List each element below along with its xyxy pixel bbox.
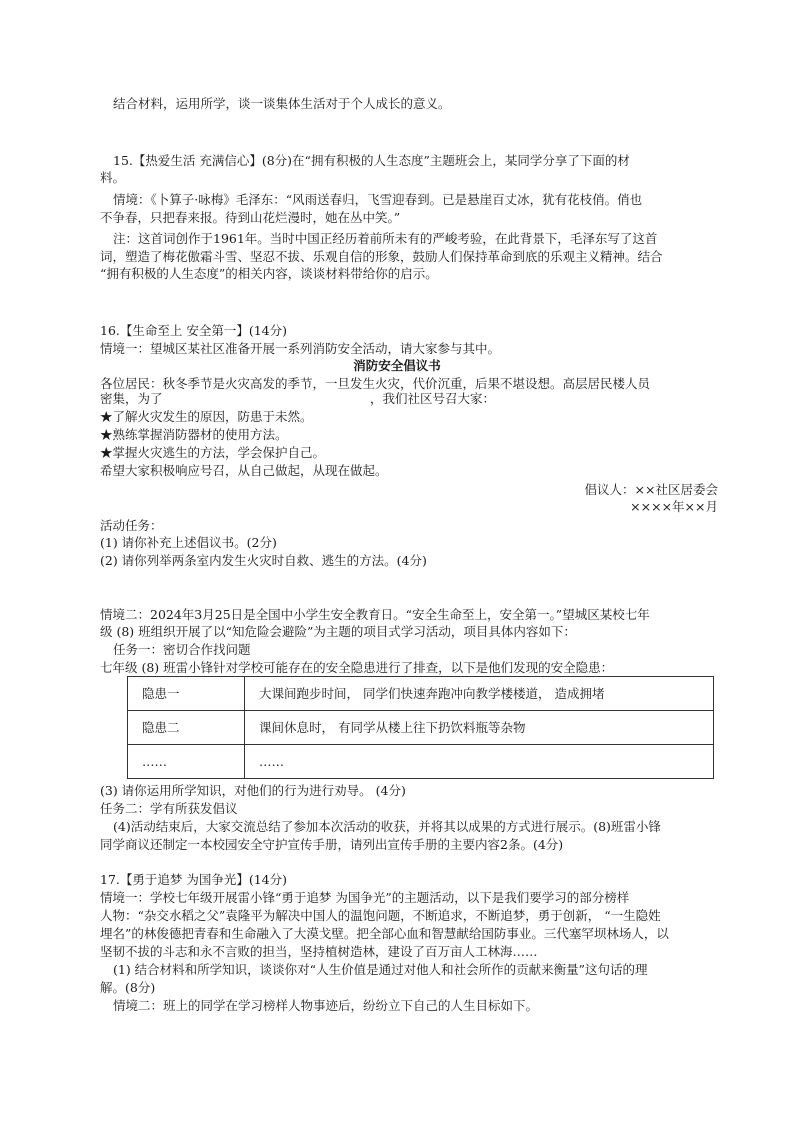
hazard-label: 隐患一 [128,677,245,711]
q17-scenario-1: 坚韧不拔的斗志和永不言败的担当，坚持植树造林，建设了百万亩人工林海…… [100,944,538,959]
q16-title: 16.【生命至上 安全第一】(14分) [100,323,288,338]
q15-scenario: 不争春，只把春来报。待到山花烂漫时，她在丛中笑。” [100,210,401,225]
q15-note: “拥有积极的人生态度”的相关内容，谈谈材料带给你的启示。 [100,266,438,281]
proposal-text: 密集，为了 [100,391,163,406]
activity-tasks-heading: 活动任务： [100,518,163,533]
q15-text: 料。 [100,170,126,185]
hazard-label: …… [128,745,245,779]
hazard-table [127,676,714,779]
hazard-desc: …… [245,745,714,779]
subquestion: (1) 结合材料和所学知识，谈谈你对“人生价值是通过对他人和社会所作的贡献来衡量”这句话的理 [113,962,648,977]
hazard-desc: 大课间跑步时间， 同学们快速奔跑冲向教学楼楼道， 造成拥堵 [245,677,714,711]
table-row [128,711,714,745]
proposal-date: ××××年××月 [630,499,718,514]
proposal-item: ★了解火灾发生的原因，防患于未然。 [100,409,313,424]
q16-scenario-1: 情境一：望城区某社区准备开展一系列消防安全活动，请大家参与其中。 [100,341,501,356]
q17-scenario-1: 埋名”的林俊德把青春和生命融入了大漠戈壁。把全部心血和智慧献给国防事业。三代塞罕坝林场人，以 [100,926,669,941]
table-row [128,745,714,779]
q14-prompt: 结合材料，运用所学，谈一谈集体生活对于个人成长的意义。 [113,96,451,111]
proposal-text: 各位居民：秋冬季节是火灾高发的季节，一旦发生火灾，代价沉重，后果不堪设想。高层居民楼人员 [100,376,651,391]
proposal-text: 希望大家积极响应号召，从自己做起，从现在做起。 [100,463,388,478]
q17-title: 17.【勇于追梦 为国争光】(14分) [100,872,288,887]
subquestion: (2) 请你列举两条室内发生火灾时自救、逃生的方法。(4分) [100,553,427,568]
subquestion: (3) 请你运用所学知识，对他们的行为进行劝导。 (4分) [100,783,406,798]
hazard-desc: 课间休息时， 有同学从楼上往下扔饮料瓶等杂物 [245,711,714,745]
q17-scenario-1: 人物：“杂交水稻之父”袁隆平为解决中国人的温饱问题，不断追求，不断追梦，勇于创新， “一生隐姓 [100,908,661,923]
q17-scenario-2: 情境二：班上的同学在学习榜样人物事迹后，纷纷立下自己的人生目标如下。 [113,998,539,1013]
q16-scenario-2: 情境二：2024年3月25日是全国中小学生安全教育日。“安全生命至上，安全第一。”望城区某校七年 [100,607,650,622]
proposal-title: 消防安全倡议书 [353,358,441,373]
task-heading: 任务一：密切合作找问题 [113,642,251,657]
hazard-label: 隐患二 [128,711,245,745]
proposal-text: ，我们社区号召大家： [370,391,496,406]
q15-scenario: 情境：《卜算子·咏梅》毛泽东：“风雨送春归，飞雪迎春到。已是悬崖百丈冰，犹有花枝俏。俏也 [113,192,643,207]
q15-note: 注：这首词创作于1961年。当时中国正经历着前所未有的严峻考验，在此背景下，毛泽东写了这首 [113,231,658,246]
q15-title: 15.【热爱生活 充满信心】(8分)在“拥有积极的人生态度”主题班会上，某同学分享了下面的材 [113,153,630,168]
q15-note: 词，塑造了梅花傲霜斗雪、坚忍不拔、乐观自信的形象，鼓励人们保持革命到底的乐观主义精神。结合 [100,249,663,264]
q16-scenario-2: 级 (8) 班组织开展了以“知危险会避险”为主题的项目式学习活动，项目具体内容如下： [100,624,576,639]
q17-scenario-1: 情境一：学校七年级开展雷小锋“勇于追梦 为国争光”的主题活动，以下是我们要学习的部分榜样 [100,890,630,905]
task-description: 七年级 (8) 班雷小锋针对学校可能存在的安全隐患进行了排查，以下是他们发现的安全隐患： [100,660,614,675]
table-row [128,677,714,711]
subquestion: 同学商议还制定一本校园安全守护宣传手册，请列出宣传手册的主要内容2条。(4分) [100,837,564,852]
subquestion: 解。(8分) [100,980,156,995]
task-heading: 任务二：学有所获发倡议 [100,801,238,816]
subquestion: (1) 请你补充上述倡议书。(2分) [100,535,277,550]
subquestion: (4)活动结束后，大家交流总结了参加本次活动的收获，并将其以成果的方式进行展示。(8)班雷小锋 [113,819,661,834]
proposal-item: ★熟练掌握消防器材的使用方法。 [100,427,288,442]
proposal-item: ★掌握火灾逃生的方法，学会保护自己。 [100,445,326,460]
proposal-signer: 倡议人：××社区居委会 [584,482,718,497]
